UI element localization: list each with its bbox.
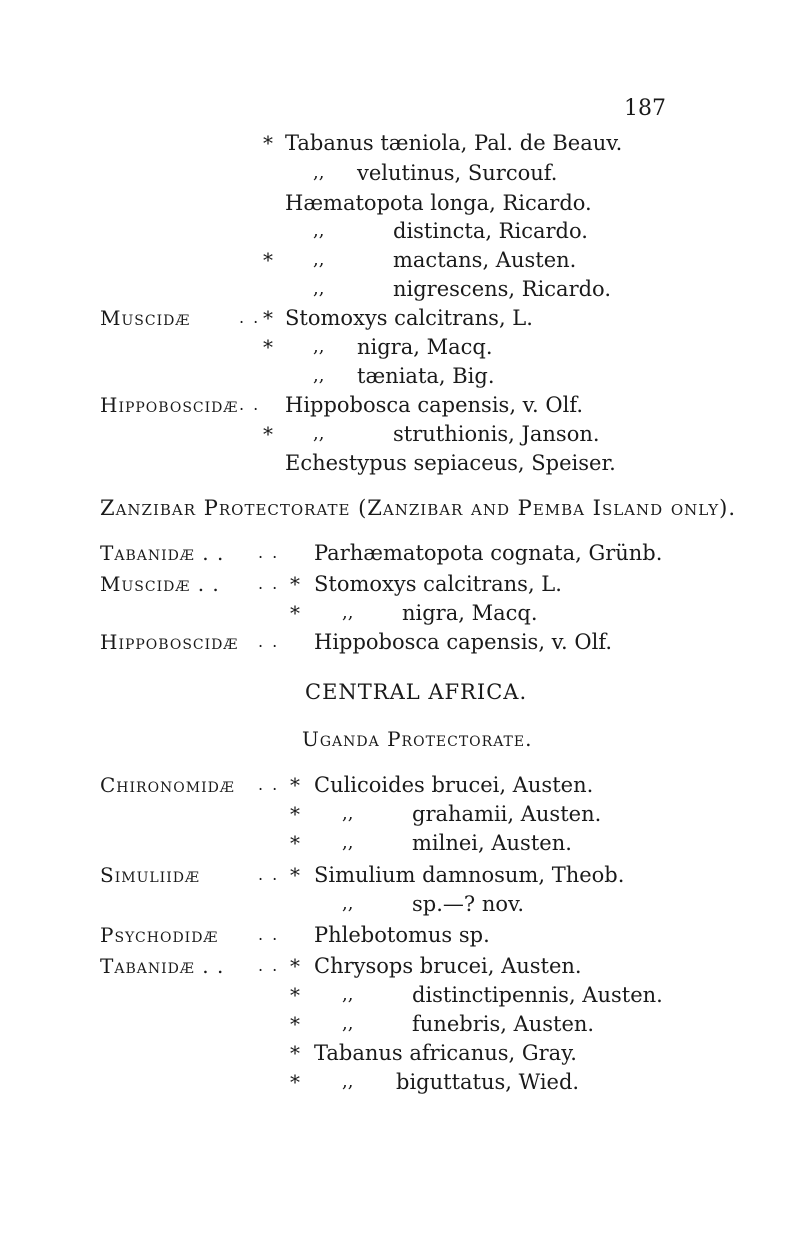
star-marker: *: [290, 983, 300, 1007]
entry-text: struthionis, Janson.: [393, 422, 600, 446]
entry-text: nigra, Macq.: [402, 601, 538, 625]
section-heading-central-africa: CENTRAL AFRICA.: [305, 680, 528, 704]
ditto-mark: ,,: [342, 803, 354, 824]
section-heading-uganda: Uganda Protectorate.: [302, 727, 533, 751]
entry-text: velutinus, Surcouf.: [357, 161, 558, 185]
entry-text: grahamii, Austen.: [412, 802, 602, 826]
ditto-mark: ,,: [342, 602, 354, 623]
star-marker: *: [263, 306, 273, 330]
section-heading-zanzibar: Zanzibar Protectorate (Zanzibar and Pemba Island only).: [100, 496, 737, 520]
entry-text: Tabanus tæniola, Pal. de Beauv.: [285, 131, 623, 155]
family-label: Tabanidæ . .: [100, 954, 225, 978]
ditto-mark: ,,: [313, 278, 325, 299]
ditto-mark: ,,: [342, 1071, 354, 1092]
entry-text: biguttatus, Wied.: [396, 1070, 580, 1094]
star-marker: *: [290, 1012, 300, 1036]
ditto-mark: ,,: [342, 832, 354, 853]
star-marker: *: [290, 1041, 300, 1065]
entry-text: Hæmatopota longa, Ricardo.: [285, 191, 592, 215]
ditto-mark: ,,: [313, 365, 325, 386]
star-marker: *: [290, 863, 300, 887]
star-marker: *: [290, 601, 300, 625]
entry-text: distincta, Ricardo.: [393, 219, 588, 243]
leader-dots: . .: [258, 956, 280, 975]
star-marker: *: [290, 954, 300, 978]
family-label: Hippoboscidæ: [100, 393, 239, 417]
ditto-mark: ,,: [342, 893, 354, 914]
star-marker: *: [290, 1070, 300, 1094]
leader-dots: . .: [239, 395, 261, 414]
entry-text: distinctipennis, Austen.: [412, 983, 663, 1007]
leader-dots: . .: [258, 574, 280, 593]
entry-text: Culicoides brucei, Austen.: [314, 773, 594, 797]
entry-text: nigra, Macq.: [357, 335, 493, 359]
entry-text: Stomoxys calcitrans, L.: [314, 572, 562, 596]
family-label: Tabanidæ . .: [100, 541, 225, 565]
leader-dots: . .: [239, 308, 261, 327]
leader-dots: . .: [258, 775, 280, 794]
star-marker: *: [290, 802, 300, 826]
entry-text: nigrescens, Ricardo.: [393, 277, 612, 301]
entry-text: Parhæmatopota cognata, Grünb.: [314, 541, 663, 565]
star-marker: *: [263, 248, 273, 272]
entry-text: Hippobosca capensis, v. Olf.: [285, 393, 584, 417]
family-label: Muscidæ . .: [100, 572, 220, 596]
entry-text: Simulium damnosum, Theob.: [314, 863, 625, 887]
ditto-mark: ,,: [342, 984, 354, 1005]
page-number: 187: [624, 96, 666, 121]
entry-text: milnei, Austen.: [412, 831, 572, 855]
ditto-mark: ,,: [313, 162, 325, 183]
ditto-mark: ,,: [313, 249, 325, 270]
leader-dots: . .: [258, 632, 280, 651]
ditto-mark: ,,: [313, 423, 325, 444]
leader-dots: . .: [258, 925, 280, 944]
ditto-mark: ,,: [313, 220, 325, 241]
star-marker: *: [290, 572, 300, 596]
star-marker: *: [290, 773, 300, 797]
family-label: Chironomidæ: [100, 773, 235, 797]
leader-dots: . .: [258, 865, 280, 884]
entry-text: funebris, Austen.: [412, 1012, 595, 1036]
ditto-mark: ,,: [342, 1013, 354, 1034]
star-marker: *: [263, 131, 273, 155]
star-marker: *: [263, 335, 273, 359]
entry-text: sp.—? nov.: [412, 892, 525, 916]
entry-text: tæniata, Big.: [357, 364, 495, 388]
star-marker: *: [263, 422, 273, 446]
family-label: Simuliidæ: [100, 863, 200, 887]
family-label: Psychodidæ: [100, 923, 219, 947]
entry-text: mactans, Austen.: [393, 248, 577, 272]
star-marker: *: [290, 831, 300, 855]
entry-text: Chrysops brucei, Austen.: [314, 954, 582, 978]
entry-text: Stomoxys calcitrans, L.: [285, 306, 533, 330]
entry-text: Tabanus africanus, Gray.: [314, 1041, 577, 1065]
family-label: Hippoboscidæ: [100, 630, 239, 654]
leader-dots: . .: [258, 543, 280, 562]
family-label: Muscidæ: [100, 306, 191, 330]
entry-text: Echestypus sepiaceus, Speiser.: [285, 451, 616, 475]
ditto-mark: ,,: [313, 336, 325, 357]
entry-text: Hippobosca capensis, v. Olf.: [314, 630, 613, 654]
entry-text: Phlebotomus sp.: [314, 923, 490, 947]
